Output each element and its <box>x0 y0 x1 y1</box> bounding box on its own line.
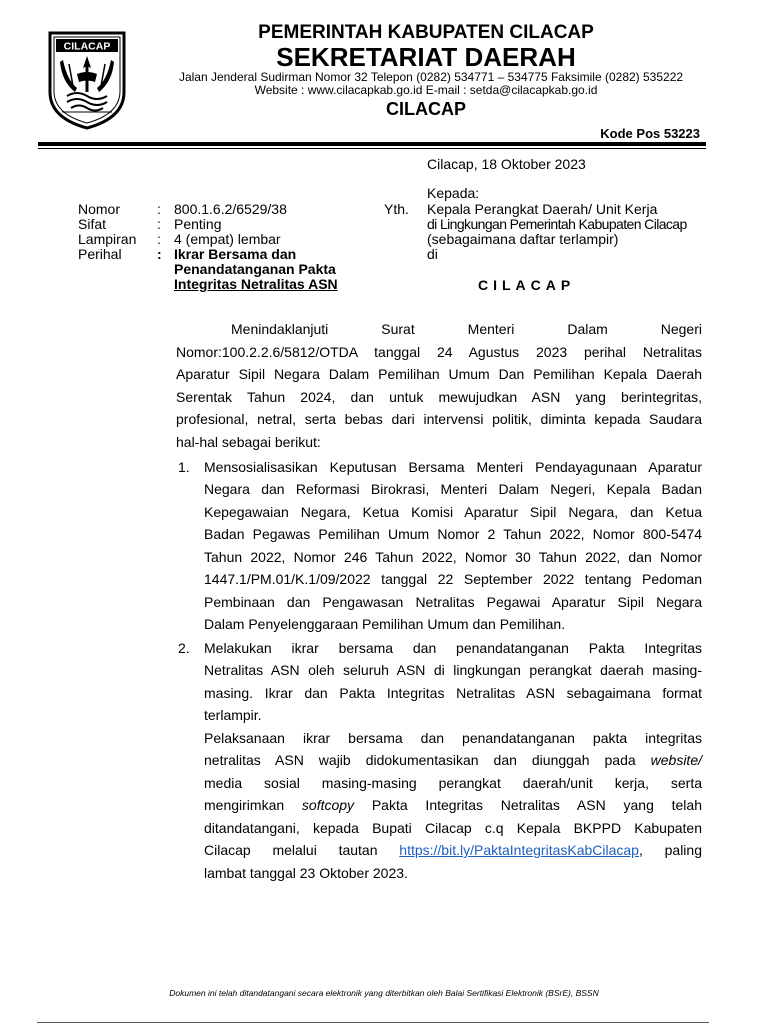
cilacap-coat-of-arms-icon <box>47 30 127 130</box>
line-text: , paling <box>638 842 702 858</box>
meta-colon: : <box>157 231 161 247</box>
list-item-line: terlampir. <box>204 707 262 723</box>
list-item-number: 1. <box>178 459 190 475</box>
list-item-line: Badan Pegawas Pemilihan Umum Nomor 2 Tahun 2022, Nomor 800-5474 <box>204 526 702 542</box>
destination-city: CILACAP <box>478 277 576 293</box>
pakta-integritas-link[interactable]: https://bit.ly/PaktaIntegritasKabCilacap <box>399 842 639 858</box>
body-paragraph-line: profesional, netral, serta bebas dari intervensi politik, diminta kepada Saudara <box>176 411 702 427</box>
sifat-value: Penting <box>174 216 222 232</box>
logo-label: CILACAP <box>63 40 111 53</box>
perihal-label: Perihal <box>78 246 122 262</box>
recipient-line: di Lingkungan Pemerintah Kabupaten Cilacap <box>427 216 687 232</box>
website-text: website/ <box>650 752 702 768</box>
government-name: PEMERINTAH KABUPATEN CILACAP <box>258 22 594 43</box>
postal-code: Kode Pos 53223 <box>600 126 700 141</box>
list-item-line: Negara dan Reformasi Birokrasi, Menteri Dalam Negeri, Kepala Badan <box>204 481 702 497</box>
meta-colon: : <box>157 216 161 232</box>
yth-label: Yth. <box>384 201 409 217</box>
perihal-value: Integritas Netralitas ASN <box>174 276 338 292</box>
nomor-value: 800.1.6.2/6529/38 <box>174 201 287 217</box>
list-item-line <box>204 794 702 817</box>
kepada-label: Kepada: <box>427 185 480 201</box>
office-website: Website : www.cilacapkab.go.id E-mail : setda@cilacapkab.go.id <box>254 83 598 97</box>
list-item-number: 2. <box>178 640 190 656</box>
body-paragraph-line: Menindaklanjuti Surat Menteri Dalam Negeri <box>231 321 702 337</box>
office-name: SEKRETARIAT DAERAH <box>276 42 576 72</box>
list-item-line: media sosial masing-masing perangkat daerah/unit kerja, serta <box>204 775 702 791</box>
body-paragraph-line: Nomor:100.2.2.6/5812/OTDA tanggal 24 Agustus 2023 perihal Netralitas <box>176 344 702 360</box>
recipient-line: di <box>427 246 438 262</box>
list-item-line: Mensosialisasikan Keputusan Bersama Menteri Pendayagunaan Aparatur <box>204 459 702 475</box>
list-item-line: Pembinaan dan Pengawasan Netralitas Pegawai Aparatur Sipil Negara <box>204 594 702 610</box>
perihal-value: Ikrar Bersama dan <box>174 246 297 262</box>
perihal-value: Penandatanganan Pakta <box>174 261 336 277</box>
recipient-line: (sebagaimana daftar terlampir) <box>427 231 619 247</box>
letterhead-rule-thick <box>38 142 706 146</box>
list-item-line: Pelaksanaan ikrar bersama dan penandatanganan pakta integritas <box>204 730 702 746</box>
list-item-line: 1447.1/PM.01/K.1/09/2022 tanggal 22 September 2022 tentang Pedoman <box>204 571 702 587</box>
office-city: CILACAP <box>386 99 466 119</box>
list-item-line: lambat tanggal 23 Oktober 2023. <box>204 865 408 881</box>
list-item-line: ditandatangani, kepada Bupati Cilacap c.q Kepala BKPPD Kabupaten <box>204 820 702 836</box>
line-text: mengirimkan <box>204 797 302 813</box>
list-item-line <box>204 749 702 772</box>
list-item-line: Kepegawaian Negara, Ketua Komisi Aparatur Sipil Negara, dan Ketua <box>204 504 702 520</box>
recipient-line: Kepala Perangkat Daerah/ Unit Kerja <box>427 201 658 217</box>
meta-colon: : <box>157 201 161 217</box>
line-text: Cilacap melalui tautan <box>204 842 400 858</box>
lampiran-value: 4 (empat) lembar <box>174 231 281 247</box>
line-text: netralitas ASN wajib didokumentasikan dan diunggah pada <box>204 752 651 768</box>
list-item-line: Tahun 2022, Nomor 246 Tahun 2022, Nomor 30 Tahun 2022, dan Nomor <box>204 549 702 565</box>
list-item-line: Netralitas ASN oleh seluruh ASN di lingkungan perangkat daerah masing- <box>204 662 702 678</box>
list-item-line <box>204 839 702 862</box>
office-address: Jalan Jenderal Sudirman Nomor 32 Telepon (0282) 534771 – 534775 Faksimile (0282) 535222 <box>178 70 684 84</box>
meta-colon: : <box>157 246 162 262</box>
softcopy-text: softcopy <box>301 797 355 813</box>
body-paragraph-line: Serentak Tahun 2024, dan untuk mewujudkan ASN yang berintegritas, <box>176 389 702 405</box>
list-item-line: Melakukan ikrar bersama dan penandatanganan Pakta Integritas <box>204 640 702 656</box>
footer-rule <box>37 1022 709 1023</box>
line-text: Pakta Integritas Netralitas ASN yang telah <box>354 797 702 813</box>
e-signature-note: Dokumen ini telah ditandatangani secara elektronik yang diterbitkan oleh Balai Sertifikasi Elektronik (BSrE), BSSN <box>169 988 599 998</box>
letterhead-rule-thin <box>38 148 706 149</box>
lampiran-label: Lampiran <box>78 231 137 247</box>
letter-date: Cilacap, 18 Oktober 2023 <box>427 156 586 172</box>
body-paragraph-line: hal-hal sebagai berikut: <box>176 434 321 450</box>
body-paragraph-line: Aparatur Sipil Negara Dalam Pemilihan Umum Dan Pemilihan Kepala Daerah <box>176 366 702 382</box>
nomor-label: Nomor <box>78 201 121 217</box>
list-item-line: Dalam Penyelenggaraan Pemilihan Umum dan Pemilihan. <box>204 616 566 632</box>
sifat-label: Sifat <box>78 216 107 232</box>
list-item-line: masing. Ikrar dan Pakta Integritas Netralitas ASN sebagaimana format <box>204 685 702 701</box>
